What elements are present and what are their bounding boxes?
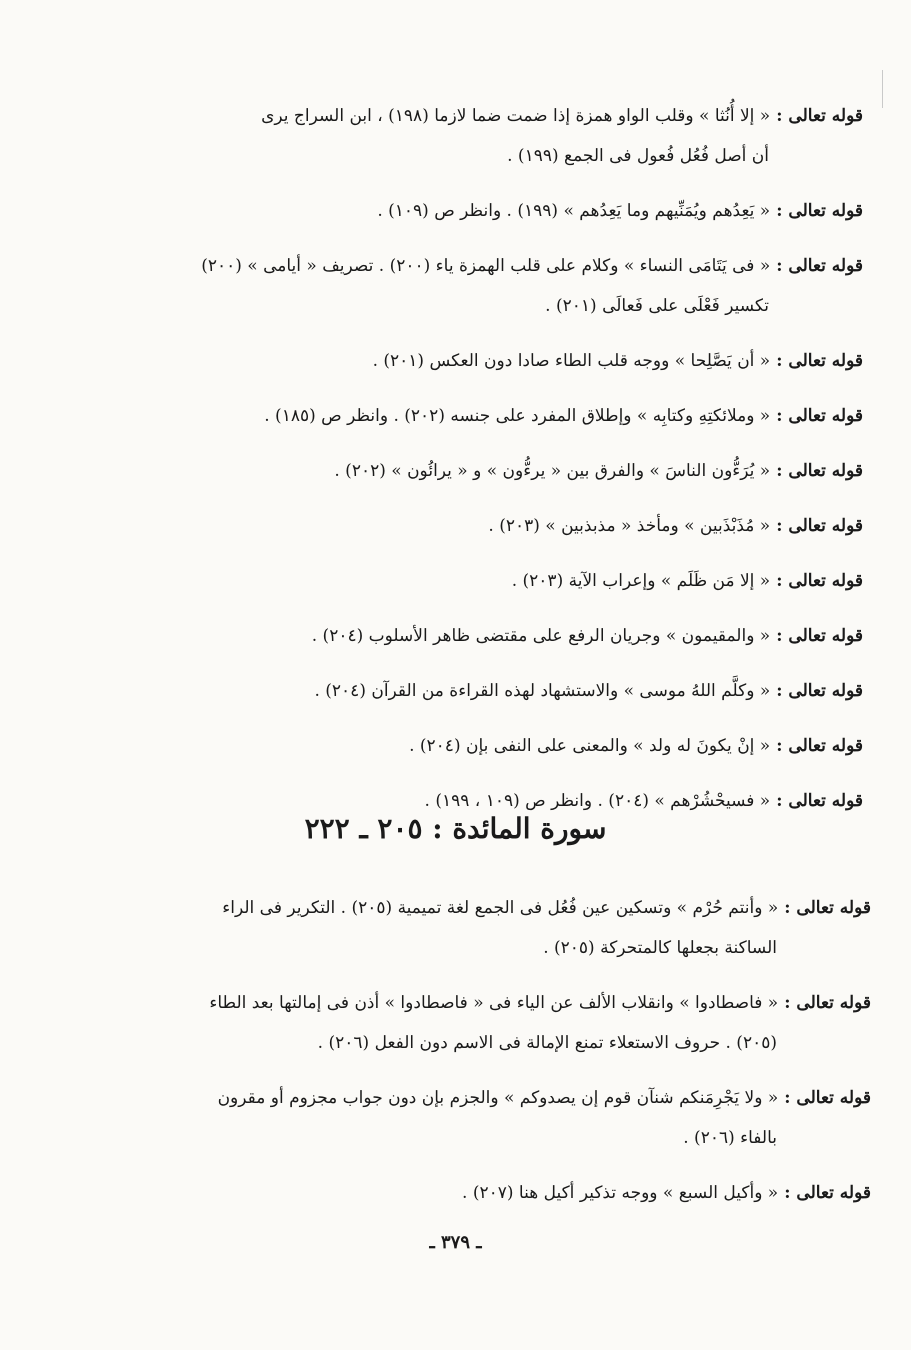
index-entry bbox=[73, 341, 863, 381]
entry-label: قوله تعالى : bbox=[776, 681, 863, 701]
entry-text: « ولا يَجْرِمَنكم شنآن قوم إن يصدوكم » والجزم بإن دون جواب مجزوم أو مقرون bbox=[217, 1088, 779, 1108]
index-entry bbox=[73, 671, 863, 711]
index-entry bbox=[73, 246, 863, 326]
entry-continuation: (٢٠٥) . حروف الاستعلاء تمنع الإمالة فى الاسم دون الفعل (٢٠٦) . bbox=[317, 1033, 777, 1053]
entry-label: قوله تعالى : bbox=[776, 736, 863, 756]
entry-label: قوله تعالى : bbox=[776, 516, 863, 536]
index-entry bbox=[73, 191, 863, 231]
section-heading: سورة المائدة : ٢٠٥ ـ ٢٢٢ bbox=[304, 812, 607, 845]
entry-label: قوله تعالى : bbox=[776, 406, 863, 426]
entry-label: قوله تعالى : bbox=[776, 626, 863, 646]
index-entry bbox=[73, 616, 863, 656]
index-entry bbox=[81, 1173, 871, 1213]
entry-text: « فاصطادوا » وانقلاب الألف عن الياء فى « فاصطادوا » أذن فى إمالتها بعد الطاء bbox=[209, 993, 779, 1013]
index-entry bbox=[73, 506, 863, 546]
entry-text: « إنْ يكونَ له ولد » والمعنى على النفى بإن (٢٠٤) . bbox=[409, 736, 771, 756]
entry-label: قوله تعالى : bbox=[784, 1183, 871, 1203]
index-entry bbox=[81, 888, 871, 968]
entry-label: قوله تعالى : bbox=[776, 106, 863, 126]
entry-text: « إلا أُنُثا » وقلب الواو همزة إذا ضمت ضما لازما (١٩٨) ، ابن السراج يرى bbox=[261, 106, 771, 126]
index-entry bbox=[73, 396, 863, 436]
entry-continuation: تكسير فَعْلَى على فَعالَى (٢٠١) . bbox=[545, 296, 769, 316]
index-entry bbox=[81, 1078, 871, 1158]
entry-label: قوله تعالى : bbox=[776, 571, 863, 591]
entry-label: قوله تعالى : bbox=[776, 256, 863, 276]
entry-text: « وكلَّم اللهُ موسى » والاستشهاد لهذه القراءة من القرآن (٢٠٤) . bbox=[314, 681, 771, 701]
entry-label: قوله تعالى : bbox=[776, 351, 863, 371]
entry-label: قوله تعالى : bbox=[776, 791, 863, 811]
entry-text: « والمقيمون » وجريان الرفع على مقتضى ظاهر الأسلوب (٢٠٤) . bbox=[311, 626, 771, 646]
entry-label: قوله تعالى : bbox=[784, 993, 871, 1013]
index-entry bbox=[81, 983, 871, 1063]
entry-text: « يَعِدُهم ويُمَنِّيهم وما يَعِدُهم » (١٩٩) . وانظر ص (١٠٩) . bbox=[377, 201, 771, 221]
entry-continuation: بالفاء (٢٠٦) . bbox=[683, 1128, 777, 1148]
entry-text: « وملائكتِهِ وكتابِه » وإطلاق المفرد على جنسه (٢٠٢) . وانظر ص (١٨٥) . bbox=[264, 406, 771, 426]
index-entry bbox=[73, 96, 863, 176]
page-number: ـ ٣٧٩ ـ bbox=[429, 1232, 482, 1253]
entry-label: قوله تعالى : bbox=[776, 461, 863, 481]
entry-continuation: أن أصل فُعُل فُعول فى الجمع (١٩٩) . bbox=[507, 146, 769, 166]
entry-label: قوله تعالى : bbox=[784, 1088, 871, 1108]
entry-label: قوله تعالى : bbox=[776, 201, 863, 221]
entry-text: « مُذَبْذَبين » ومأخذ « مذبذبين » (٢٠٣) . bbox=[488, 516, 771, 536]
entry-continuation: الساكنة بجعلها كالمتحركة (٢٠٥) . bbox=[543, 938, 777, 958]
entry-text: « فسيحْشُرْهم » (٢٠٤) . وانظر ص (١٠٩ ، ١٩٩) . bbox=[424, 791, 771, 811]
scan-margin-mark bbox=[882, 70, 883, 108]
entry-text: « فى يَتَامَى النساء » وكلام على قلب الهمزة ياء (٢٠٠) . تصريف « أيامى » (٢٠٠) bbox=[201, 256, 771, 276]
entry-text: « إلا مَن ظَلَم » وإعراب الآية (٢٠٣) . bbox=[511, 571, 771, 591]
entry-text: « وأكيل السبع » ووجه تذكير أكيل هنا (٢٠٧) . bbox=[462, 1183, 779, 1203]
index-entry bbox=[73, 726, 863, 766]
index-entry bbox=[73, 561, 863, 601]
entry-label: قوله تعالى : bbox=[784, 898, 871, 918]
index-entry bbox=[73, 451, 863, 491]
entry-text: « وأنتم حُرْم » وتسكين عين فُعُل فى الجمع لغة تميمية (٢٠٥) . التكرير فى الراء bbox=[222, 898, 779, 918]
entry-text: « يُرَءُّون الناسَ » والفرق بين « يرءُّون » و « يرائُون » (٢٠٢) . bbox=[334, 461, 771, 481]
entry-text: « أن يَصَّلِحا » ووجه قلب الطاء صادا دون العكس (٢٠١) . bbox=[372, 351, 771, 371]
index-entries-bottom bbox=[81, 888, 871, 1228]
index-entries-top bbox=[73, 96, 863, 836]
